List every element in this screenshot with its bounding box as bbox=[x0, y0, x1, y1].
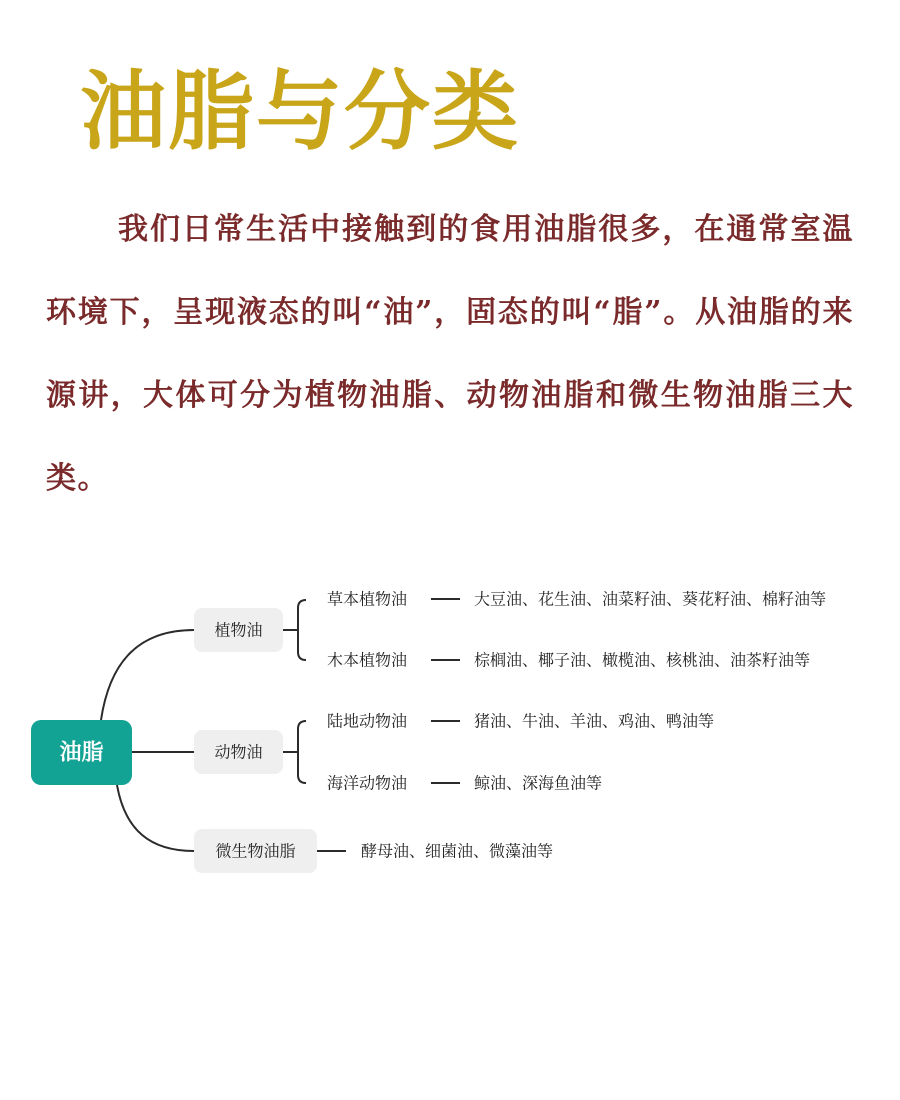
root-node-label: 油脂 bbox=[59, 740, 104, 766]
branch-node-label: 微生物油脂 bbox=[215, 841, 296, 861]
subcategory-herbaceous-plant-oil: 草本植物油 bbox=[327, 589, 408, 609]
examples-marine-animal-oil: 鲸油、深海鱼油等 bbox=[474, 773, 603, 793]
bracket-plant bbox=[283, 600, 306, 660]
connector-root-plant bbox=[101, 630, 194, 720]
bracket-animal bbox=[283, 721, 306, 783]
subcategory-marine-animal-oil: 海洋动物油 bbox=[327, 773, 408, 793]
subcategory-woody-plant-oil: 木本植物油 bbox=[327, 650, 408, 670]
connector-root-micro bbox=[117, 785, 194, 851]
examples-land-animal-oil: 猪油、牛油、羊油、鸡油、鸭油等 bbox=[474, 711, 715, 731]
branch-node-label: 动物油 bbox=[214, 742, 263, 762]
page-title: 油脂与分类 bbox=[80, 61, 520, 162]
intro-paragraph: 我们日常生活中接触到的食用油脂很多，在通常室温环境下，呈现液态的叫“油”，固态的叫“脂”。从油脂的来源讲，大体可分为植物油脂、动物油脂和微生物油脂三大类。 bbox=[46, 212, 854, 496]
examples-microbial-oil: 酵母油、细菌油、微藻油等 bbox=[361, 841, 554, 861]
branch-node-plant-oil bbox=[194, 608, 283, 652]
examples-herbaceous-plant-oil: 大豆油、花生油、油菜籽油、葵花籽油、棉籽油等 bbox=[474, 589, 827, 609]
subcategory-land-animal-oil: 陆地动物油 bbox=[327, 711, 408, 731]
examples-woody-plant-oil: 棕榈油、椰子油、橄榄油、核桃油、油茶籽油等 bbox=[474, 650, 811, 670]
branch-node-microbial-oil bbox=[194, 829, 317, 873]
root-node bbox=[31, 720, 132, 785]
branch-node-animal-oil bbox=[194, 730, 283, 774]
branch-node-label: 植物油 bbox=[214, 620, 263, 640]
